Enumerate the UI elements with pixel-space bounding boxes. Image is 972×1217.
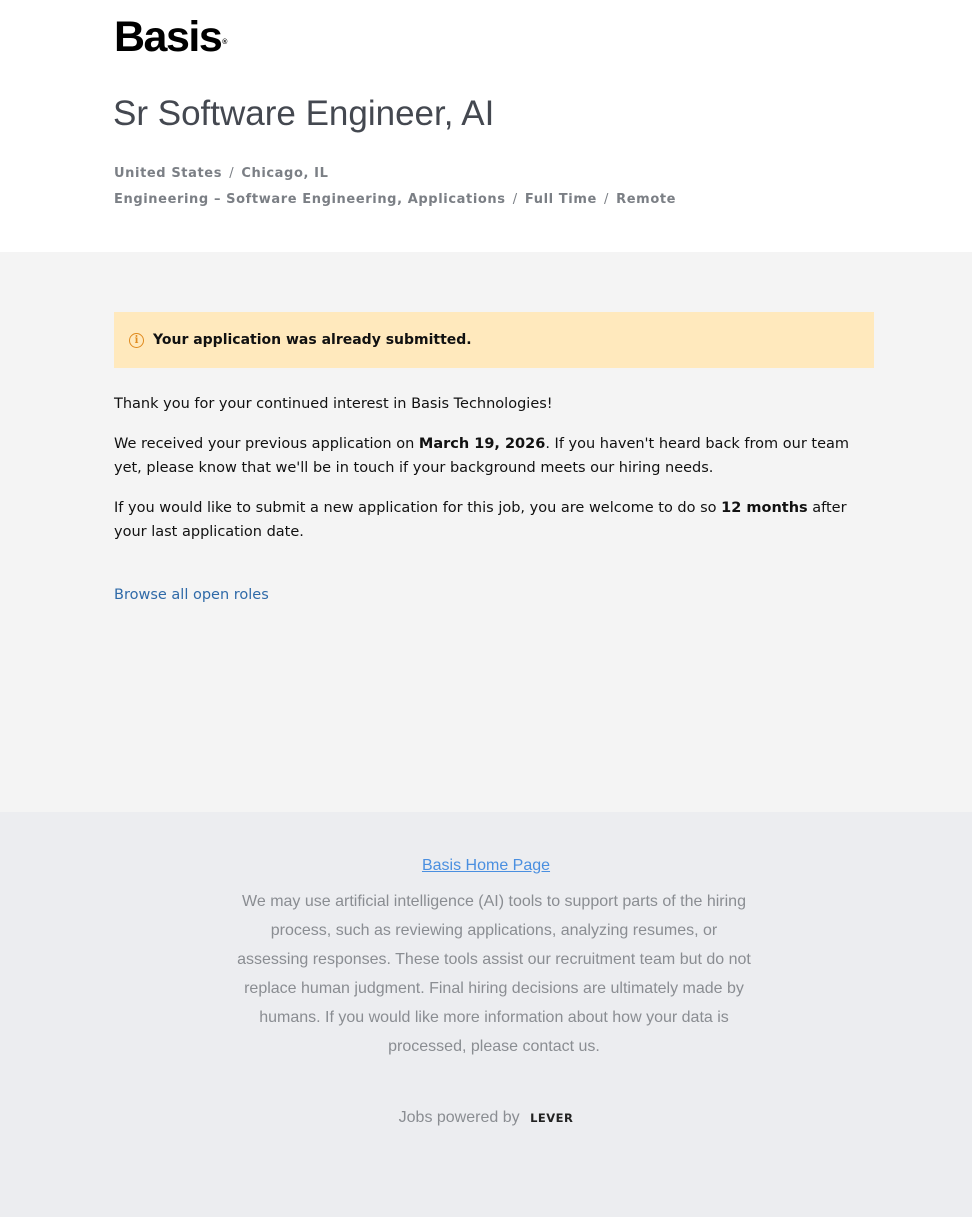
received-suffix: . If you haven't heard back from our team yet, please know that we'll be in touch if your background meets our hiring needs.: [114, 436, 850, 476]
basis-logo[interactable]: [114, 15, 227, 59]
powered-by: [0, 1108, 972, 1128]
main-content: [0, 252, 972, 812]
thank-you-message: Thank you for your continued interest in Basis Technologies!: [114, 396, 553, 412]
received-message: [114, 432, 874, 480]
ai-notice: We may use artificial intelligence (AI) tools to support parts of the hiring process, such as reviewing applications, analyzing resumes, or assessing responses. These tools assist our recruitment team but do not replace human judgment. Final hiring decisions are ultimately made by humans. If you would like more information about how your data is processed, please contact us.: [237, 893, 751, 1055]
registered-mark: ®: [222, 39, 228, 46]
alert-message: Your application was already submitted.: [153, 332, 472, 348]
location-country: United States: [114, 166, 223, 181]
home-page-link[interactable]: Basis Home Page: [421, 857, 551, 874]
powered-by-text: Jobs powered by: [398, 1109, 520, 1126]
job-title: Sr Software Engineer, AI: [113, 94, 495, 133]
info-icon: i: [129, 333, 144, 348]
reapply-suffix: after your last application date.: [114, 500, 847, 540]
category-separator: /: [512, 192, 518, 207]
already-submitted-alert: [114, 312, 874, 368]
category-team: Engineering – Software Engineering, Applications: [114, 192, 506, 207]
location-city: Chicago, IL: [241, 166, 329, 181]
received-prefix: We received your previous application on: [114, 436, 419, 452]
received-date: March 19, 2026: [418, 436, 546, 452]
category-commitment: Full Time: [524, 192, 597, 207]
logo-text: Basis: [114, 13, 222, 61]
reapply-prefix: If you would like to submit a new application for this job, you are welcome to do so: [114, 500, 722, 516]
job-categories: [114, 191, 676, 209]
browse-open-roles-link[interactable]: Browse all open roles: [114, 587, 269, 603]
reapply-message: [114, 496, 874, 544]
location-separator: /: [229, 166, 235, 181]
reapply-period: 12 months: [721, 500, 808, 516]
page-footer: [0, 812, 972, 1217]
category-separator: /: [604, 192, 610, 207]
job-location: [114, 165, 328, 183]
page-header: [0, 0, 972, 252]
lever-logo-link[interactable]: LEVER: [530, 1111, 574, 1125]
category-workplace: Remote: [616, 192, 677, 207]
